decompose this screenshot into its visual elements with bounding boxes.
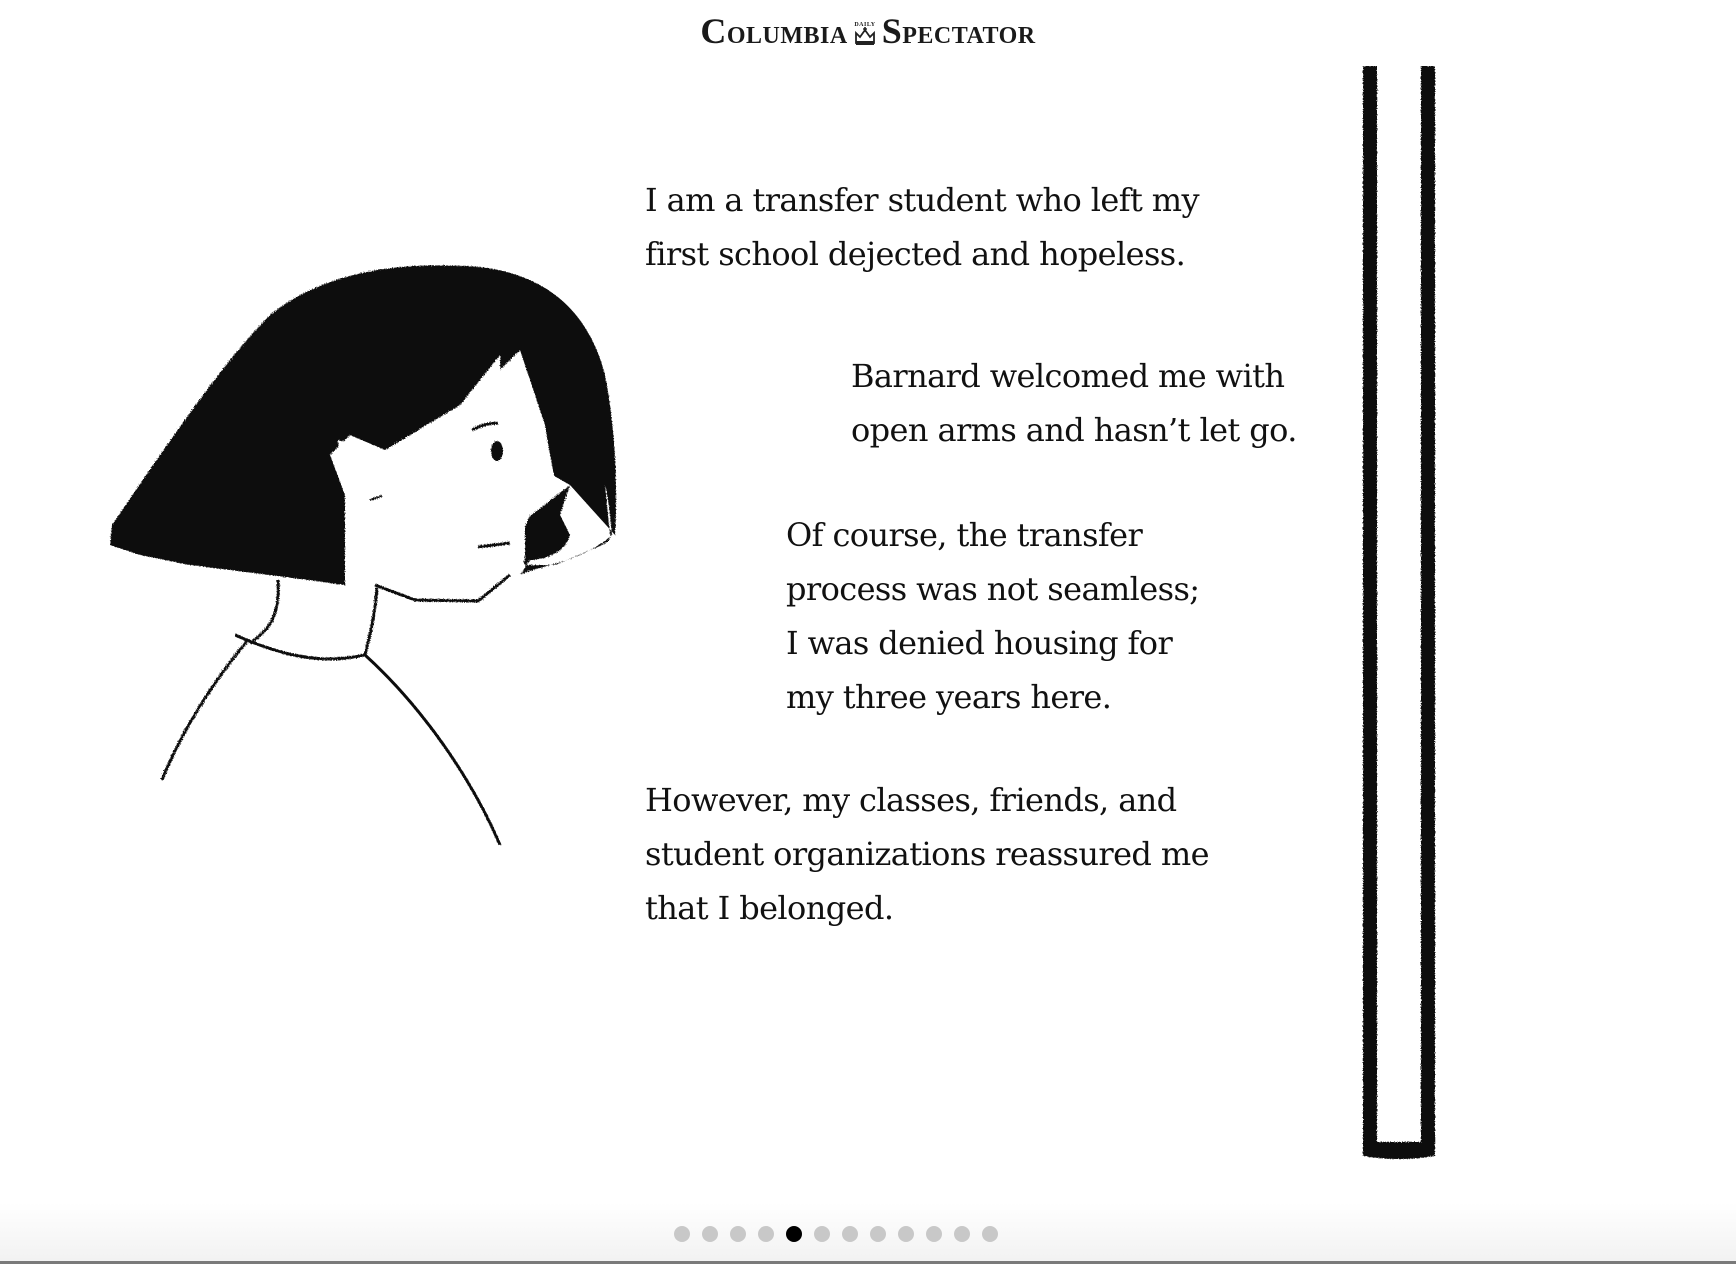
woman-profile-illustration bbox=[100, 255, 700, 1059]
slide-pagination bbox=[674, 1226, 998, 1242]
logo-word-columbia: OLUMBIA bbox=[726, 23, 848, 49]
page-dot-7[interactable] bbox=[842, 1226, 858, 1242]
story-line: student organizations reassured me bbox=[645, 835, 1209, 873]
page-dot-9[interactable] bbox=[898, 1226, 914, 1242]
page-dot-3[interactable] bbox=[730, 1226, 746, 1242]
svg-text:DAILY: DAILY bbox=[854, 21, 876, 28]
logo-initial-c: C bbox=[700, 11, 727, 51]
page-dot-4[interactable] bbox=[758, 1226, 774, 1242]
page-dot-8[interactable] bbox=[870, 1226, 886, 1242]
story-line: However, my classes, friends, and bbox=[645, 781, 1177, 819]
page-dot-1[interactable] bbox=[674, 1226, 690, 1242]
page-dot-11[interactable] bbox=[954, 1226, 970, 1242]
crown-crest-icon bbox=[850, 19, 880, 56]
story-line: process was not seamless; bbox=[786, 570, 1200, 608]
story-line: Barnard welcomed me with bbox=[851, 357, 1285, 395]
story-line: my three years here. bbox=[786, 678, 1112, 716]
page-dot-5-active[interactable] bbox=[786, 1226, 802, 1242]
story-paragraph-4 bbox=[645, 773, 1209, 935]
story-line: open arms and hasn’t let go. bbox=[851, 411, 1297, 449]
story-line: that I belonged. bbox=[645, 889, 894, 927]
page-dot-12[interactable] bbox=[982, 1226, 998, 1242]
story-line: I was denied housing for bbox=[786, 624, 1173, 662]
story-line: first school dejected and hopeless. bbox=[645, 235, 1186, 273]
page-dot-10[interactable] bbox=[926, 1226, 942, 1242]
page-dot-2[interactable] bbox=[702, 1226, 718, 1242]
vertical-bar-illustration bbox=[1355, 66, 1445, 1170]
logo-initial-s: S bbox=[881, 11, 903, 51]
story-line: I am a transfer student who left my bbox=[645, 181, 1200, 219]
logo-word-spectator: PECTATOR bbox=[902, 23, 1036, 49]
story-paragraph-3 bbox=[786, 508, 1199, 724]
story-paragraph-1 bbox=[645, 173, 1199, 281]
columbia-spectator-logo[interactable] bbox=[0, 10, 1736, 56]
story-line: Of course, the transfer bbox=[786, 516, 1143, 554]
story-paragraph-2 bbox=[851, 349, 1297, 457]
page-dot-6[interactable] bbox=[814, 1226, 830, 1242]
